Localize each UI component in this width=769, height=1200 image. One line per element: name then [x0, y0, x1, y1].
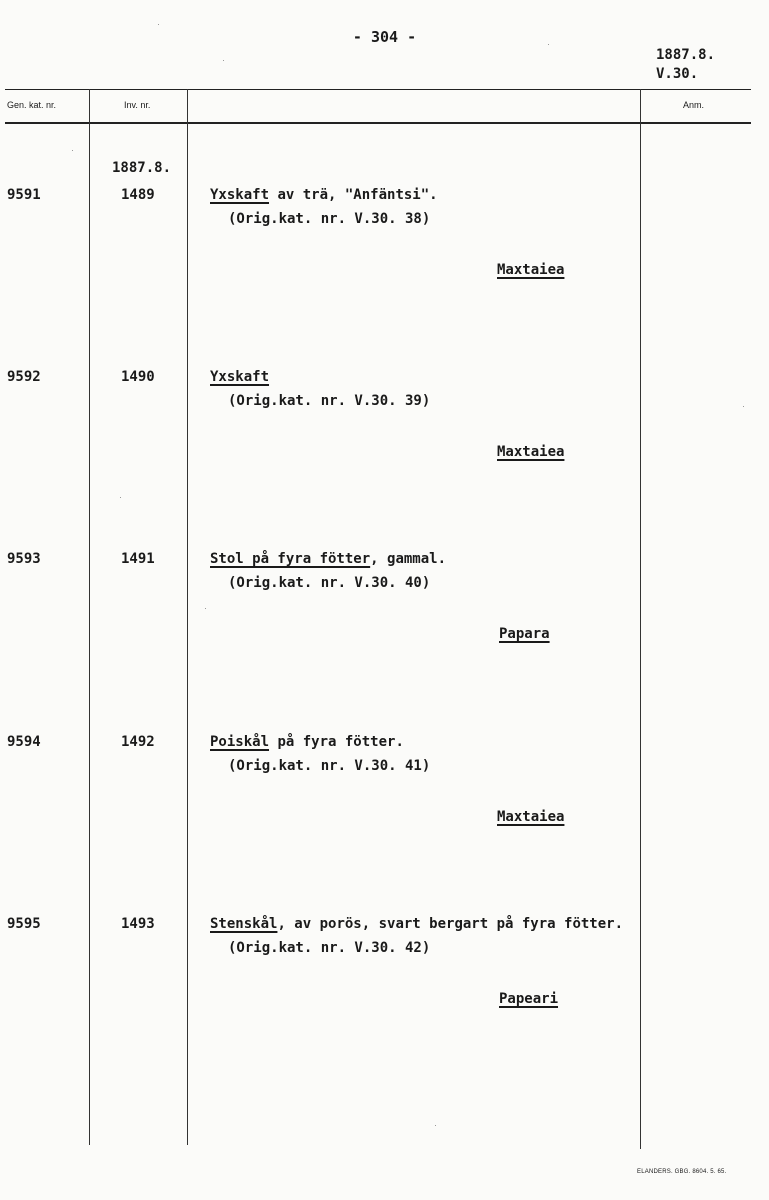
column-header-inv: Inv. nr. — [124, 100, 151, 110]
gen-kat-number: 9595 — [7, 916, 41, 932]
item-description — [210, 734, 404, 750]
item-details: av trä, "Anfäntsi". — [269, 187, 438, 203]
speck — [72, 150, 73, 151]
column-divider-anm — [640, 89, 641, 1149]
people-name: Papara — [499, 626, 550, 642]
inv-number: 1491 — [121, 551, 155, 567]
column-divider-gen — [89, 89, 90, 1145]
inv-number: 1489 — [121, 187, 155, 203]
people-name: Maxtaiea — [497, 809, 565, 825]
people-name: Maxtaiea — [497, 444, 565, 460]
people-name: Papeari — [499, 991, 559, 1007]
gen-kat-number: 9593 — [7, 551, 41, 567]
item-name: Poiskål — [210, 734, 270, 750]
item-name: Yxskaft — [210, 187, 270, 203]
gen-kat-number: 9592 — [7, 369, 41, 385]
printer-imprint: ELANDERS. GBG. 8604. 5. 65. — [637, 1169, 727, 1175]
original-catalog-ref: (Orig.kat. nr. V.30. 41) — [228, 758, 431, 774]
inv-number: 1493 — [121, 916, 155, 932]
column-header-gen: Gen. kat. nr. — [7, 100, 57, 110]
inv-number: 1490 — [121, 369, 155, 385]
speck — [205, 608, 206, 609]
item-description — [210, 187, 438, 203]
column-divider-inv — [187, 89, 188, 1145]
item-details: , gammal. — [370, 551, 447, 567]
speck — [158, 24, 159, 25]
item-description — [210, 551, 446, 567]
corner-volume: V.30. — [656, 66, 699, 82]
corner-acquisition: 1887.8. — [656, 47, 716, 63]
item-details: , av porös, svart bergart på fyra fötter. — [277, 916, 624, 932]
column-header-anm: Anm. — [683, 100, 705, 110]
people-name: Maxtaiea — [497, 262, 565, 278]
speck — [435, 1125, 436, 1126]
gen-kat-number: 9591 — [7, 187, 41, 203]
item-name: Stenskål — [210, 916, 278, 932]
original-catalog-ref: (Orig.kat. nr. V.30. 39) — [228, 393, 431, 409]
item-name: Stol på fyra fötter — [210, 551, 371, 567]
original-catalog-ref: (Orig.kat. nr. V.30. 40) — [228, 575, 431, 591]
speck — [223, 60, 224, 61]
corner-reference — [656, 46, 715, 84]
speck — [548, 44, 549, 45]
item-name: Yxskaft — [210, 369, 270, 385]
inv-number: 1492 — [121, 734, 155, 750]
speck — [120, 497, 121, 498]
item-details: på fyra fötter. — [269, 734, 404, 750]
gen-kat-number: 9594 — [7, 734, 41, 750]
item-description — [210, 916, 623, 932]
original-catalog-ref: (Orig.kat. nr. V.30. 38) — [228, 211, 431, 227]
page-number: - 304 - — [352, 28, 417, 46]
item-description — [210, 369, 269, 385]
original-catalog-ref: (Orig.kat. nr. V.30. 42) — [228, 940, 431, 956]
acquisition-number: 1887.8. — [112, 160, 172, 176]
speck — [743, 406, 744, 407]
